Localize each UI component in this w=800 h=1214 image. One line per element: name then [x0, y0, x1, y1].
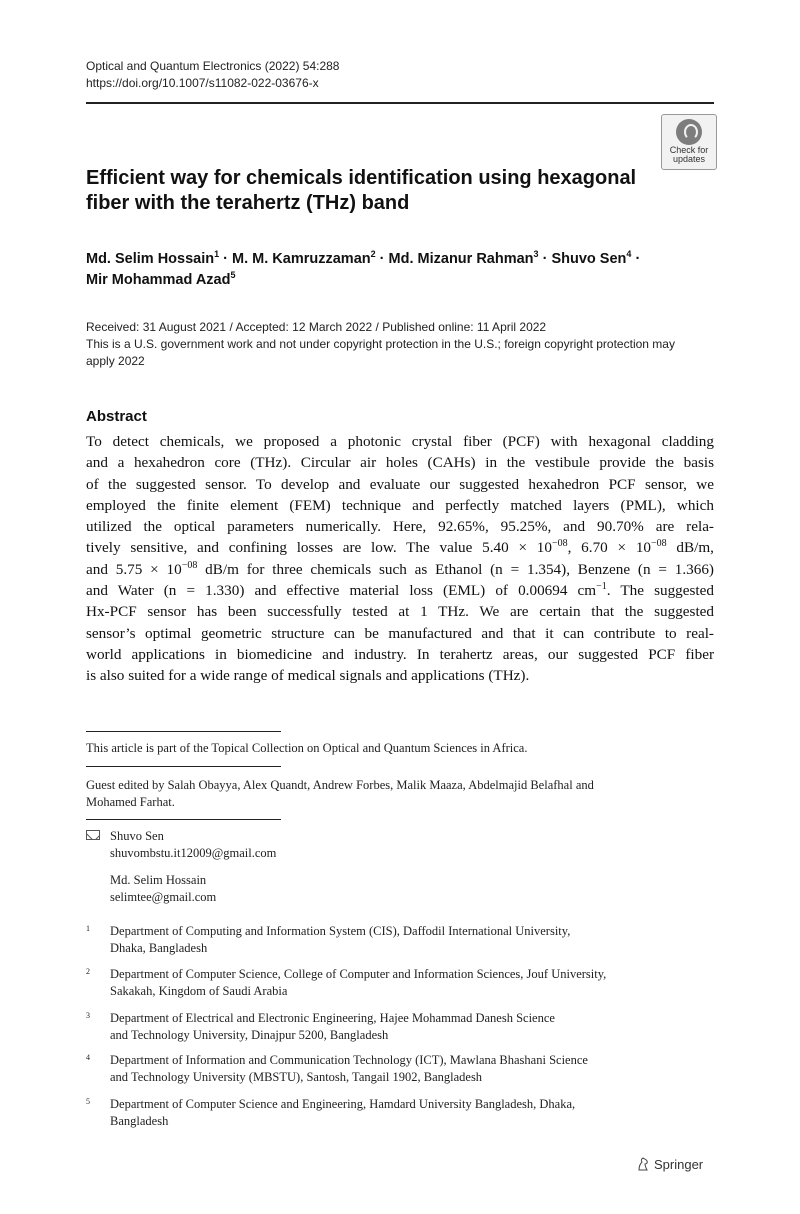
author-name[interactable]: Md. Mizanur Rahman	[388, 251, 534, 267]
author-line2	[86, 270, 706, 291]
author-aff-ref: 1	[214, 249, 220, 259]
paper-title	[86, 166, 646, 216]
author-aff-ref: 2	[370, 249, 376, 259]
envelope-icon	[86, 830, 100, 840]
affiliation-line: and Technology University (MBSTU), Santosh, Tangail 1902, Bangladesh	[110, 1070, 483, 1084]
publisher-logo	[636, 1157, 703, 1172]
guest-editors-note	[86, 777, 706, 811]
abstract-text: dB/m for three chemicals such as Ethanol (n = 1.354), Benzene (n = 1.366)	[197, 560, 714, 578]
affiliation-line: Department of Computing and Information System (CIS), Daffodil International University,	[110, 924, 571, 938]
contact-email[interactable]: selimtee@gmail.com	[110, 890, 217, 904]
affiliation-line: Dhaka, Bangladesh	[110, 941, 208, 955]
copyright-line-cont: apply 2022	[86, 354, 145, 368]
author-separator: ·	[635, 251, 641, 267]
author-separator: ·	[379, 251, 389, 267]
affiliation-line: Bangladesh	[110, 1114, 169, 1128]
journal-citation: Optical and Quantum Electronics (2022) 54:288	[86, 59, 340, 73]
exponent: −08	[181, 559, 198, 571]
copyright-line: This is a U.S. government work and not under copyright protection in the U.S.; foreign copyright protection may	[86, 337, 675, 351]
badge-line1: Check for	[669, 145, 709, 155]
abstract-line	[86, 537, 714, 558]
author-name[interactable]: M. M. Kamruzzaman	[232, 251, 371, 267]
footnote-rule	[86, 819, 281, 820]
contact-name: Shuvo Sen	[110, 829, 164, 843]
contact-email[interactable]: shuvombstu.it12009@gmail.com	[110, 846, 277, 860]
abstract-line: To detect chemicals, we proposed a photonic crystal fiber (PCF) with hexagonal cladding	[86, 433, 714, 450]
exponent: −08	[651, 538, 667, 550]
publisher-name: Springer	[654, 1157, 704, 1172]
affiliation-number: 5	[86, 1097, 90, 1106]
author-aff-ref: 4	[626, 249, 632, 259]
abstract-text: . The suggested	[606, 582, 714, 600]
affiliation-text	[110, 966, 710, 1000]
abstract-line	[86, 580, 714, 601]
badge-line2: updates	[672, 154, 706, 164]
check-for-updates-badge[interactable]	[661, 114, 717, 170]
affiliation-text	[110, 923, 710, 957]
affiliation-line: Sakakah, Kingdom of Saudi Arabia	[110, 984, 288, 998]
affiliation-text	[110, 1010, 710, 1044]
abstract-text: and 5.75 × 10	[86, 560, 182, 578]
title-line1: Efficient way for chemicals identification using hexagonal	[86, 167, 637, 189]
affiliation-number: 4	[86, 1053, 90, 1062]
collection-note: This article is part of the Topical Collection on Optical and Quantum Sciences in Africa.	[86, 741, 528, 755]
journal-header	[86, 58, 339, 92]
abstract-heading: Abstract	[86, 408, 147, 425]
header-rule	[86, 102, 714, 104]
author-separator: ·	[542, 251, 552, 267]
affiliation-line: Department of Electrical and Electronic Engineering, Hajee Mohammad Danesh Science	[110, 1011, 555, 1025]
abstract-line: employed the finite element (FEM) technique and perfectly matched layers (PML), which	[86, 496, 714, 514]
author-line1	[86, 249, 706, 270]
author-list	[86, 249, 706, 291]
footnote-rule	[86, 766, 281, 767]
abstract-text: , 6.70 × 10	[567, 539, 652, 557]
dates-line: Received: 31 August 2021 / Accepted: 12 March 2022 / Published online: 11 April 2022	[86, 320, 547, 334]
abstract-line: is also suited for a wide range of medical signals and applications (THz).	[86, 667, 530, 685]
contact-block	[110, 828, 410, 862]
affiliation-line: Department of Computer Science, College of Computer and Information Sciences, Jouf University,	[110, 967, 607, 981]
abstract-line: and a hexahedron core (THz). Circular air holes (CAHs) in the vestibule provide the basis	[86, 454, 714, 472]
exponent: −1	[596, 581, 607, 593]
affiliation-number: 1	[86, 924, 90, 933]
guest-editors-line: Mohamed Farhat.	[86, 795, 175, 809]
exponent: −08	[551, 538, 568, 550]
abstract-text: dB/m,	[666, 539, 714, 557]
footnote-rule	[86, 731, 281, 732]
author-aff-ref: 5	[230, 270, 236, 280]
abstract-line: Hx-PCF sensor has been successfully tested at 1 THz. We are certain that the suggested	[86, 603, 714, 621]
author-name[interactable]: Md. Selim Hossain	[86, 251, 215, 267]
abstract-body	[86, 431, 714, 687]
affiliation-line: Department of Computer Science and Engineering, Hamdard University Bangladesh, Dhaka,	[110, 1097, 576, 1111]
author-name[interactable]: Mir Mohammad Azad	[86, 272, 231, 288]
affiliation-line: Department of Information and Communication Technology (ICT), Mawlana Bhashani Science	[110, 1053, 588, 1067]
publication-dates	[86, 319, 716, 370]
affiliation-text	[110, 1052, 710, 1086]
abstract-line	[86, 559, 714, 580]
springer-horse-icon	[636, 1157, 650, 1171]
abstract-text: tively sensitive, and confining losses are low. The value 5.40 × 10	[86, 539, 552, 557]
doi-link[interactable]: https://doi.org/10.1007/s11082-022-03676-x	[86, 76, 319, 90]
abstract-line: sensor’s optimal geometric structure can be manufactured and that it can contribute to real-	[86, 624, 714, 642]
abstract-line: utilized the optical parameters numerically. Here, 92.65%, 95.25%, and 90.70% are rela-	[86, 518, 714, 536]
guest-editors-line: Guest edited by Salah Obayya, Alex Quandt, Andrew Forbes, Malik Maaza, Abdelmajid Belafhal and	[86, 778, 594, 792]
abstract-line: world applications in biomedicine and industry. In terahertz areas, our suggested PCF fiber	[86, 645, 714, 663]
title-line2: fiber with the terahertz (THz) band	[86, 192, 410, 214]
contact-block	[110, 872, 410, 906]
author-separator: ·	[223, 251, 233, 267]
affiliation-number: 2	[86, 967, 90, 976]
check-for-updates-icon	[676, 119, 702, 145]
author-aff-ref: 3	[533, 249, 539, 259]
contact-name: Md. Selim Hossain	[110, 873, 207, 887]
author-name[interactable]: Shuvo Sen	[551, 251, 627, 267]
affiliation-number: 3	[86, 1011, 90, 1020]
affiliation-text	[110, 1096, 710, 1130]
abstract-text: and Water (n = 1.330) and effective material loss (EML) of 0.00694 cm	[86, 582, 597, 600]
abstract-line: of the suggested sensor. To develop and evaluate our suggested hexahedron PCF sensor, we	[86, 475, 714, 493]
affiliation-line: and Technology University, Dinajpur 5200, Bangladesh	[110, 1028, 389, 1042]
